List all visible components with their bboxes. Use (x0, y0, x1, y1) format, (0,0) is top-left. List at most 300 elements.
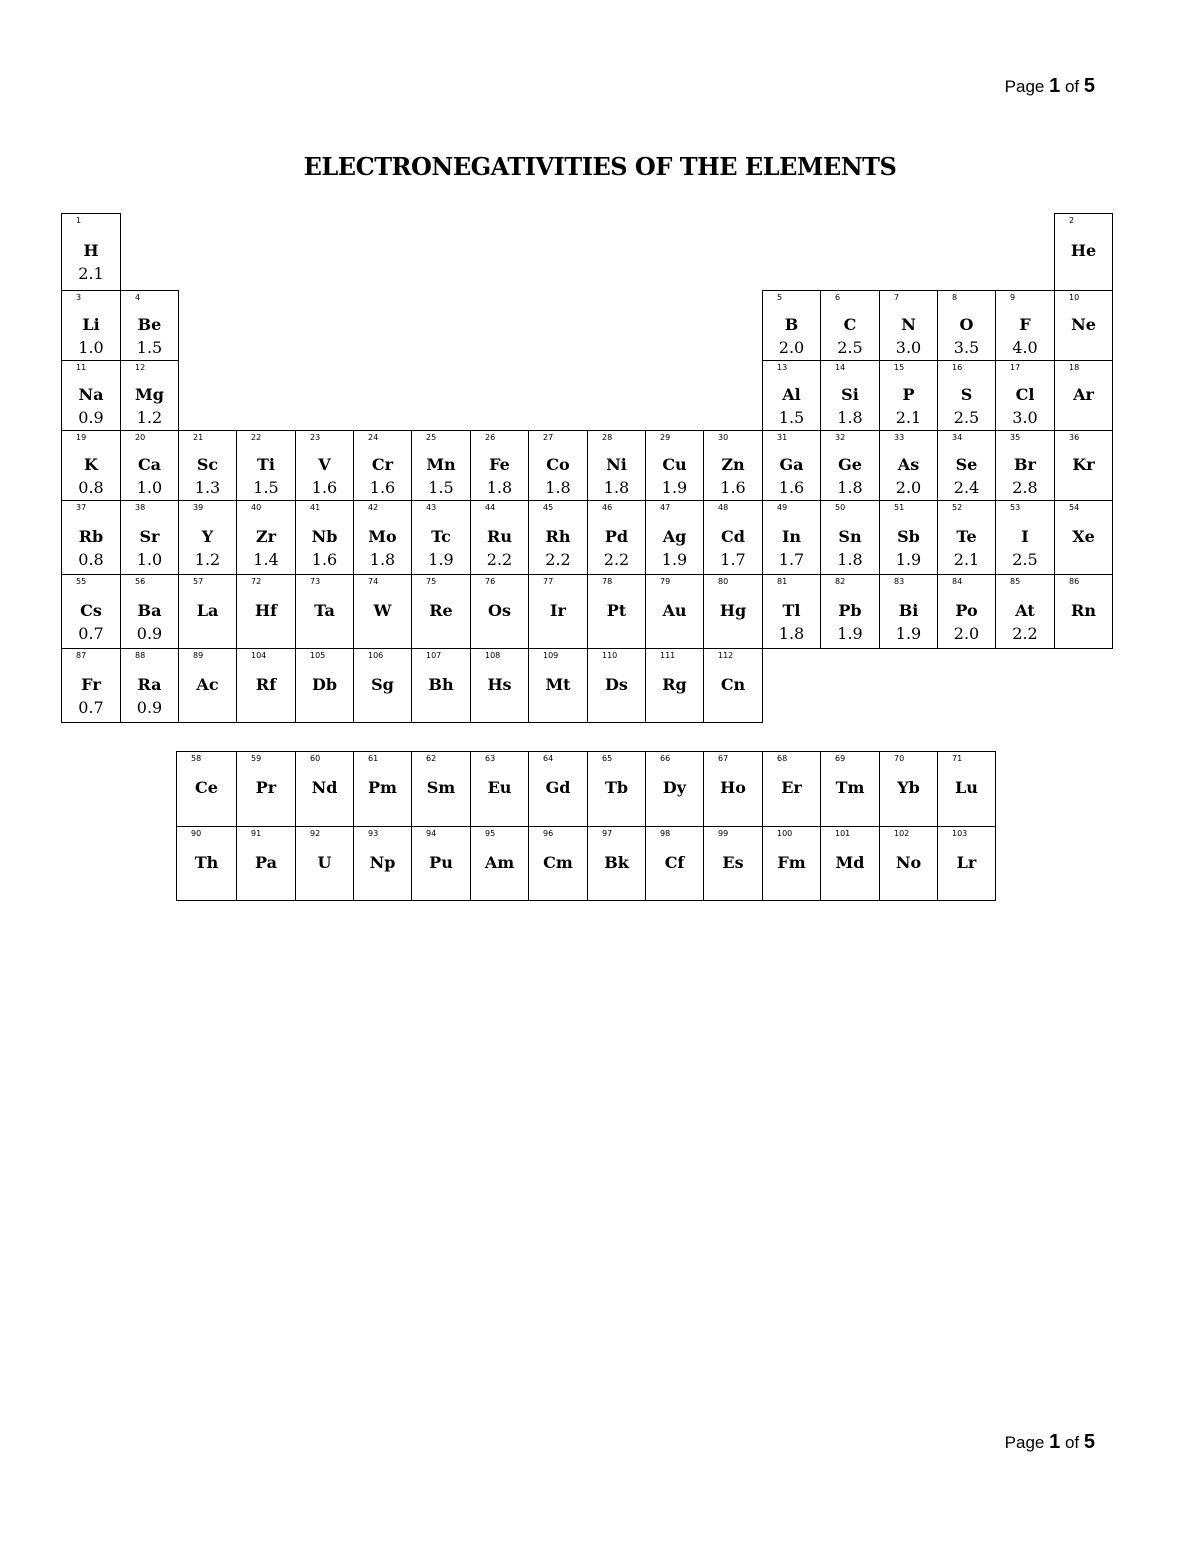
element-symbol: Sm (426, 778, 456, 797)
element-cell-pt (587, 574, 646, 649)
element-symbol: Cf (664, 853, 685, 872)
electronegativity-value: 0.7 (78, 698, 104, 717)
element-symbol: Y (201, 527, 214, 546)
element-symbol: Ar (1073, 385, 1094, 404)
atomic-number: 90 (191, 829, 202, 838)
element-cell-cd (703, 500, 763, 575)
element-symbol: Zr (255, 527, 277, 546)
atomic-number: 78 (602, 577, 613, 586)
element-cell-hg (703, 574, 763, 649)
atomic-number: 57 (193, 577, 204, 586)
element-cell-as (879, 430, 938, 501)
element-cell-f (995, 290, 1055, 361)
atomic-number: 33 (894, 433, 905, 442)
atomic-number: 12 (135, 363, 146, 372)
electronegativity-value: 2.0 (953, 624, 980, 643)
element-symbol: Zn (721, 455, 745, 474)
element-cell-rh (528, 500, 588, 575)
electronegativity-value: 2.0 (895, 478, 922, 497)
electronegativity-value: 1.9 (661, 478, 688, 497)
atomic-number: 36 (1069, 433, 1080, 442)
atomic-number: 66 (660, 754, 671, 763)
element-symbol: H (83, 241, 99, 260)
atomic-number: 42 (368, 503, 379, 512)
atomic-number: 7 (894, 293, 900, 302)
element-symbol: Ce (195, 778, 218, 797)
element-cell-ru (470, 500, 529, 575)
element-symbol: Mg (135, 385, 164, 404)
element-symbol: F (1019, 315, 1031, 334)
element-symbol: Ta (314, 601, 335, 620)
element-symbol: Db (311, 675, 338, 694)
atomic-number: 109 (543, 651, 559, 660)
atomic-number: 103 (952, 829, 968, 838)
electronegativity-value: 1.6 (311, 478, 338, 497)
element-symbol: Pt (606, 601, 627, 620)
element-cell-in (762, 500, 821, 575)
element-cell-fe (470, 430, 529, 501)
atomic-number: 31 (777, 433, 788, 442)
element-cell-yb (879, 751, 938, 827)
element-cell-mn (411, 430, 471, 501)
electronegativity-value: 1.9 (895, 624, 922, 643)
element-symbol: Rn (1071, 601, 1096, 620)
page-of: of (1064, 77, 1080, 96)
atomic-number: 99 (718, 829, 729, 838)
atomic-number: 88 (135, 651, 146, 660)
atomic-number: 112 (718, 651, 734, 660)
element-symbol: Tc (431, 527, 451, 546)
atomic-number: 48 (718, 503, 729, 512)
electronegativity-value: 2.1 (78, 264, 104, 283)
element-symbol: Ni (606, 455, 627, 474)
electronegativity-value: 2.2 (486, 550, 513, 569)
atomic-number: 91 (251, 829, 262, 838)
electronegativity-value: 0.9 (136, 698, 163, 717)
element-cell-rb (61, 500, 121, 575)
atomic-number: 43 (426, 503, 437, 512)
element-cell-kr (1054, 430, 1113, 501)
element-cell-th (176, 826, 237, 901)
element-cell-u (295, 826, 354, 901)
electronegativity-value: 2.5 (953, 408, 980, 427)
electronegativity-value: 1.4 (253, 550, 279, 569)
element-symbol: Cu (662, 455, 687, 474)
atomic-number: 17 (1010, 363, 1021, 372)
element-cell-no (879, 826, 938, 901)
element-cell-re (411, 574, 471, 649)
element-symbol: I (1021, 527, 1029, 546)
element-cell-db (295, 648, 354, 723)
element-cell-sn (820, 500, 880, 575)
atomic-number: 30 (718, 433, 729, 442)
atomic-number: 40 (251, 503, 262, 512)
atomic-number: 83 (894, 577, 905, 586)
element-symbol: Rf (255, 675, 277, 694)
element-symbol: Bh (428, 675, 454, 694)
element-cell-nd (295, 751, 354, 827)
page-of: of (1064, 1433, 1080, 1452)
element-symbol: Fm (777, 853, 806, 872)
element-cell-gd (528, 751, 588, 827)
atomic-number: 2 (1069, 216, 1075, 225)
electronegativity-value: 2.0 (778, 338, 805, 357)
element-symbol: Ag (662, 527, 687, 546)
page-current: 1 (1049, 1431, 1061, 1453)
element-cell-h (61, 213, 121, 291)
page-number-footer (1005, 1431, 1095, 1454)
electronegativity-value: 2.5 (1012, 550, 1038, 569)
element-symbol: Si (841, 385, 859, 404)
element-cell-ds (587, 648, 646, 723)
electronegativity-value: 2.4 (953, 478, 980, 497)
atomic-number: 111 (660, 651, 676, 660)
atomic-number: 81 (777, 577, 788, 586)
element-cell-rg (645, 648, 704, 723)
element-cell-fm (762, 826, 821, 901)
element-symbol: Be (137, 315, 162, 334)
element-symbol: Ba (137, 601, 162, 620)
element-symbol: Kr (1072, 455, 1095, 474)
element-cell-y (178, 500, 237, 575)
electronegativity-value: 1.9 (895, 550, 922, 569)
element-symbol: Ru (487, 527, 512, 546)
element-symbol: Er (781, 778, 802, 797)
electronegativity-value: 1.5 (136, 338, 163, 357)
electronegativity-value: 1.2 (136, 408, 163, 427)
atomic-number: 73 (310, 577, 321, 586)
electronegativity-value: 1.5 (428, 478, 454, 497)
atomic-number: 68 (777, 754, 788, 763)
atomic-number: 47 (660, 503, 671, 512)
element-cell-eu (470, 751, 529, 827)
element-cell-i (995, 500, 1055, 575)
element-symbol: Pa (255, 853, 277, 872)
electronegativity-value: 1.0 (136, 478, 163, 497)
atomic-number: 105 (310, 651, 326, 660)
element-cell-ga (762, 430, 821, 501)
element-cell-cu (645, 430, 704, 501)
element-symbol: V (318, 455, 331, 474)
element-symbol: Pd (604, 527, 629, 546)
atomic-number: 9 (1010, 293, 1016, 302)
atomic-number: 74 (368, 577, 379, 586)
element-cell-cl (995, 360, 1055, 431)
element-symbol: Na (78, 385, 104, 404)
element-cell-pa (236, 826, 296, 901)
electronegativity-value: 1.5 (778, 408, 805, 427)
element-symbol: Sg (371, 675, 394, 694)
electronegativity-value: 1.8 (545, 478, 571, 497)
element-symbol: Bi (898, 601, 919, 620)
element-symbol: Am (484, 853, 515, 872)
element-cell-k (61, 430, 121, 501)
element-symbol: Ge (838, 455, 862, 474)
element-symbol: La (196, 601, 219, 620)
element-cell-tl (762, 574, 821, 649)
electronegativity-value: 1.8 (778, 624, 805, 643)
element-cell-au (645, 574, 704, 649)
atomic-number: 102 (894, 829, 910, 838)
element-cell-zn (703, 430, 763, 501)
atomic-number: 32 (835, 433, 846, 442)
element-symbol: Rh (545, 527, 571, 546)
atomic-number: 22 (251, 433, 262, 442)
atomic-number: 93 (368, 829, 379, 838)
element-symbol: Ir (550, 601, 566, 620)
element-symbol: Li (82, 315, 100, 334)
element-symbol: As (897, 455, 920, 474)
element-symbol: Cr (371, 455, 394, 474)
element-symbol: Np (369, 853, 396, 872)
atomic-number: 61 (368, 754, 379, 763)
element-symbol: Ne (1071, 315, 1096, 334)
electronegativity-value: 0.7 (78, 624, 104, 643)
atomic-number: 80 (718, 577, 729, 586)
element-symbol: Sr (139, 527, 160, 546)
electronegativity-value: 1.8 (837, 478, 863, 497)
element-cell-zr (236, 500, 296, 575)
element-symbol: At (1015, 601, 1035, 620)
element-cell-o (937, 290, 996, 361)
element-symbol: Sb (897, 527, 920, 546)
element-symbol: Tb (604, 778, 629, 797)
element-cell-v (295, 430, 354, 501)
element-symbol: Se (955, 455, 978, 474)
atomic-number: 44 (485, 503, 496, 512)
element-symbol: Ga (779, 455, 804, 474)
atomic-number: 1 (76, 216, 82, 225)
electronegativity-value: 3.0 (1012, 408, 1038, 427)
electronegativity-value: 1.8 (369, 550, 396, 569)
element-symbol: Md (835, 853, 865, 872)
element-symbol: Os (488, 601, 511, 620)
element-symbol: Sc (196, 455, 219, 474)
element-cell-rn (1054, 574, 1113, 649)
element-cell-md (820, 826, 880, 901)
element-cell-xe (1054, 500, 1113, 575)
element-symbol: Ac (196, 675, 219, 694)
element-symbol: Gd (545, 778, 571, 797)
electronegativity-value: 1.5 (253, 478, 279, 497)
atomic-number: 39 (193, 503, 204, 512)
atomic-number: 10 (1069, 293, 1080, 302)
element-cell-ca (120, 430, 179, 501)
atomic-number: 96 (543, 829, 554, 838)
atomic-number: 108 (485, 651, 501, 660)
element-symbol: Ra (137, 675, 162, 694)
atomic-number: 67 (718, 754, 729, 763)
element-cell-ac (178, 648, 237, 723)
element-cell-al (762, 360, 821, 431)
atomic-number: 98 (660, 829, 671, 838)
element-symbol: Ds (605, 675, 628, 694)
electronegativity-value: 3.0 (895, 338, 922, 357)
atomic-number: 86 (1069, 577, 1080, 586)
element-symbol: Cd (721, 527, 745, 546)
element-cell-co (528, 430, 588, 501)
electronegativity-value: 4.0 (1012, 338, 1038, 357)
atomic-number: 53 (1010, 503, 1021, 512)
element-cell-sr (120, 500, 179, 575)
element-symbol: Cn (720, 675, 746, 694)
element-symbol: O (959, 315, 974, 334)
element-symbol: Hs (487, 675, 512, 694)
element-symbol: Fe (489, 455, 510, 474)
element-cell-sc (178, 430, 237, 501)
atomic-number: 18 (1069, 363, 1080, 372)
atomic-number: 63 (485, 754, 496, 763)
atomic-number: 97 (602, 829, 613, 838)
element-symbol: Au (662, 601, 687, 620)
atomic-number: 15 (894, 363, 905, 372)
element-symbol: Te (956, 527, 977, 546)
atomic-number: 87 (76, 651, 87, 660)
element-symbol: Nb (311, 527, 338, 546)
element-cell-n (879, 290, 938, 361)
page-label: Page (1004, 1433, 1045, 1452)
element-cell-pu (411, 826, 471, 901)
atomic-number: 20 (135, 433, 146, 442)
page-total: 5 (1083, 1431, 1095, 1453)
electronegativity-value: 1.7 (778, 550, 805, 569)
atomic-number: 41 (310, 503, 321, 512)
element-symbol: Hg (719, 601, 747, 620)
element-symbol: He (1070, 241, 1097, 260)
element-cell-lu (937, 751, 996, 827)
element-cell-po (937, 574, 996, 649)
element-cell-pr (236, 751, 296, 827)
element-cell-ti (236, 430, 296, 501)
electronegativity-value: 1.6 (369, 478, 396, 497)
element-symbol: Rg (662, 675, 687, 694)
electronegativity-value: 2.2 (1012, 624, 1038, 643)
element-cell-dy (645, 751, 704, 827)
electronegativity-value: 2.2 (545, 550, 571, 569)
electronegativity-value: 1.0 (136, 550, 163, 569)
element-symbol: Pu (429, 853, 453, 872)
atomic-number: 106 (368, 651, 384, 660)
element-symbol: Lu (955, 778, 978, 797)
element-symbol: Lr (956, 853, 977, 872)
electronegativity-value: 2.1 (953, 550, 980, 569)
atomic-number: 4 (135, 293, 141, 302)
atomic-number: 52 (952, 503, 963, 512)
element-cell-sm (411, 751, 471, 827)
page-label: Page (1004, 77, 1045, 96)
atomic-number: 35 (1010, 433, 1021, 442)
atomic-number: 49 (777, 503, 788, 512)
atomic-number: 51 (894, 503, 905, 512)
electronegativity-value: 2.1 (895, 408, 922, 427)
atomic-number: 101 (835, 829, 851, 838)
page-total: 5 (1083, 75, 1095, 97)
element-symbol: Th (194, 853, 219, 872)
element-cell-b (762, 290, 821, 361)
element-symbol: Pb (838, 601, 862, 620)
element-cell-te (937, 500, 996, 575)
element-cell-ta (295, 574, 354, 649)
atomic-number: 89 (193, 651, 204, 660)
element-symbol: Sn (838, 527, 862, 546)
element-symbol: Yb (897, 778, 920, 797)
element-symbol: Mt (545, 675, 571, 694)
element-symbol: Co (546, 455, 570, 474)
page-number-header (1005, 75, 1095, 98)
element-cell-sg (353, 648, 412, 723)
element-symbol: Br (1014, 455, 1036, 474)
atomic-number: 70 (894, 754, 905, 763)
element-cell-si (820, 360, 880, 431)
element-cell-he (1054, 213, 1113, 291)
atomic-number: 37 (76, 503, 87, 512)
element-symbol: N (901, 315, 916, 334)
atomic-number: 28 (602, 433, 613, 442)
atomic-number: 34 (952, 433, 963, 442)
electronegativity-value: 1.8 (837, 550, 863, 569)
element-cell-nb (295, 500, 354, 575)
atomic-number: 24 (368, 433, 379, 442)
element-cell-cm (528, 826, 588, 901)
atomic-number: 45 (543, 503, 554, 512)
atomic-number: 64 (543, 754, 554, 763)
atomic-number: 110 (602, 651, 618, 660)
element-symbol: W (373, 601, 392, 620)
element-cell-na (61, 360, 121, 431)
element-symbol: Tl (782, 601, 801, 620)
element-cell-at (995, 574, 1055, 649)
element-symbol: Nd (311, 778, 338, 797)
element-cell-fr (61, 648, 121, 723)
element-cell-la (178, 574, 237, 649)
atomic-number: 50 (835, 503, 846, 512)
atomic-number: 75 (426, 577, 437, 586)
element-cell-rf (236, 648, 296, 723)
element-symbol: Cm (543, 853, 573, 872)
atomic-number: 23 (310, 433, 321, 442)
element-cell-mt (528, 648, 588, 723)
atomic-number: 92 (310, 829, 321, 838)
element-symbol: Cl (1015, 385, 1035, 404)
electronegativity-value: 0.8 (78, 478, 104, 497)
electronegativity-value: 1.6 (720, 478, 746, 497)
electronegativity-value: 3.5 (953, 338, 980, 357)
element-symbol: S (960, 385, 973, 404)
element-cell-ge (820, 430, 880, 501)
element-cell-ba (120, 574, 179, 649)
electronegativity-value: 1.6 (311, 550, 338, 569)
element-symbol: Es (722, 853, 744, 872)
element-cell-tc (411, 500, 471, 575)
atomic-number: 27 (543, 433, 554, 442)
element-symbol: No (895, 853, 922, 872)
electronegativity-value: 1.3 (194, 478, 221, 497)
atomic-number: 29 (660, 433, 671, 442)
atomic-number: 100 (777, 829, 793, 838)
element-symbol: Dy (662, 778, 687, 797)
element-cell-hs (470, 648, 529, 723)
atomic-number: 65 (602, 754, 613, 763)
atomic-number: 95 (485, 829, 496, 838)
atomic-number: 85 (1010, 577, 1021, 586)
element-cell-lr (937, 826, 996, 901)
atomic-number: 21 (193, 433, 204, 442)
atomic-number: 19 (76, 433, 87, 442)
element-cell-bk (587, 826, 646, 901)
atomic-number: 54 (1069, 503, 1080, 512)
atomic-number: 5 (777, 293, 783, 302)
element-cell-ne (1054, 290, 1113, 361)
